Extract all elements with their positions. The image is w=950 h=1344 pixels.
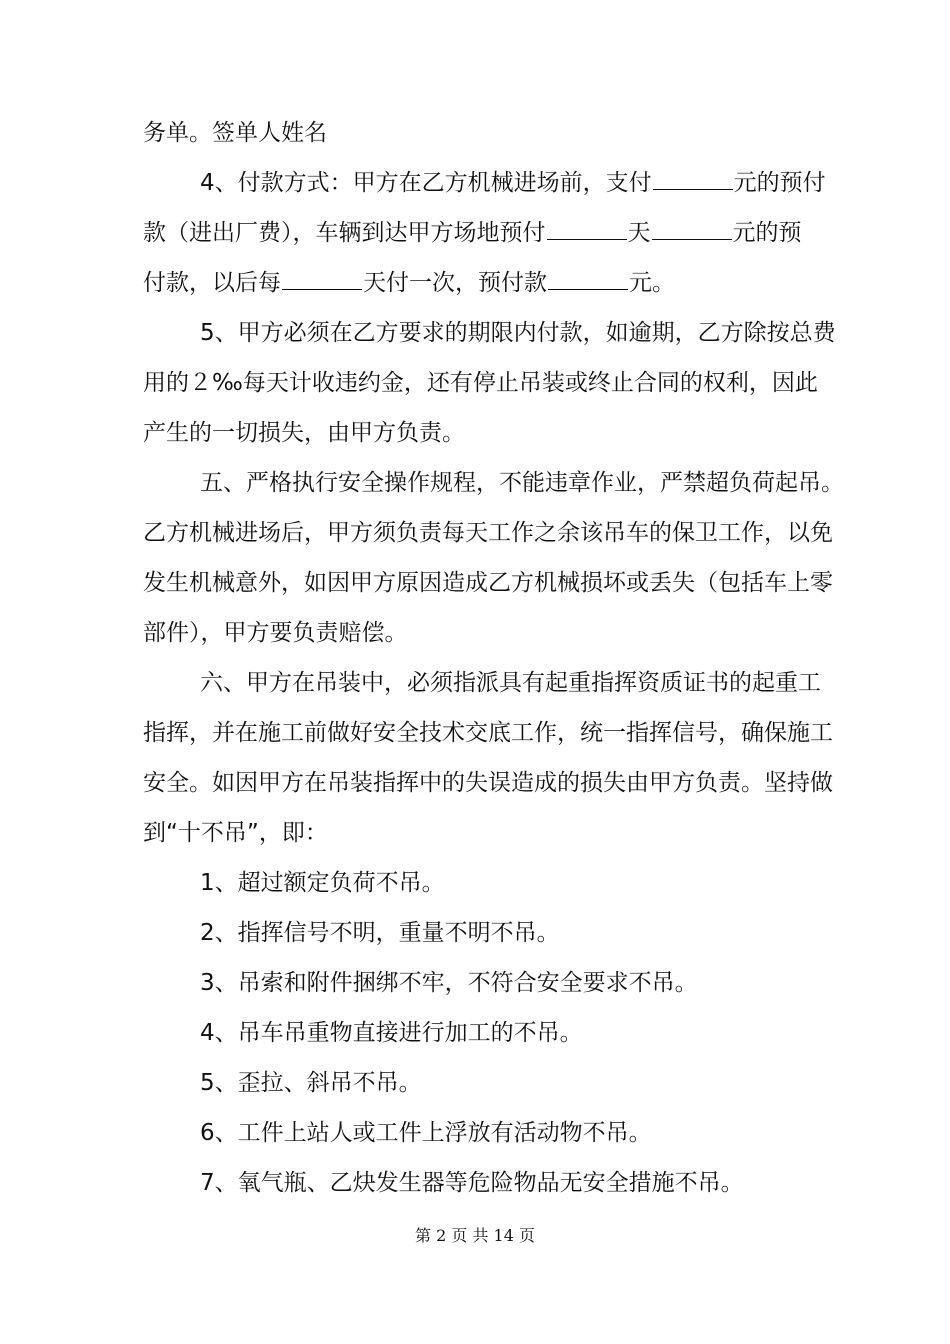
list-item [143,858,808,908]
text-segment: 元的预 [732,220,802,246]
text-segment: 五、严格执行安全操作规程，不能违章作业，严禁超负荷起吊。 [200,470,844,496]
payment-terms-line [143,208,808,258]
list-item [143,908,808,958]
blank-field [653,167,733,190]
text-segment: 款（进出厂费），车辆到达甲方场地预付 [143,220,546,246]
paragraph-line [143,608,808,658]
text-segment: 天付一次，预付款 [363,270,547,296]
page-number-footer: 第 2 页 共 14 页 [415,1226,535,1245]
blank-field [652,217,732,240]
text-segment: 5、甲方必须在乙方要求的期限内付款，如逾期，乙方除按总费 [200,320,836,346]
paragraph-line [143,308,836,358]
text-segment: 到“十不吊”，即： [143,820,328,846]
text-segment: 6、工件上站人或工件上浮放有活动物不吊。 [200,1120,652,1146]
blank-field [548,267,628,290]
text-segment: 安全。如因甲方在吊装指挥中的失误造成的损失由甲方负责。坚持做 [143,770,833,796]
paragraph-line [143,508,833,558]
paragraph-line [143,758,833,808]
paragraph-line [143,558,833,608]
paragraph-line [143,408,808,458]
section-heading-line [143,658,821,708]
text-segment: 4、付款方式：甲方在乙方机械进场前，支付 [200,170,652,196]
text-segment: 指挥，并在施工前做好安全技术交底工作，统一指挥信号，确保施工 [143,720,833,746]
list-item [143,1058,808,1108]
text-segment: 1、超过额定负荷不吊。 [200,870,445,896]
text-segment: 5、歪拉、斜吊不吊。 [200,1070,422,1096]
paragraph-line [143,358,818,408]
text-segment: 发生机械意外，如因甲方原因造成乙方机械损坏或丢失（包括车上零 [143,570,833,596]
section-heading-line [143,458,844,508]
text-segment: 六、甲方在吊装中，必须指派具有起重指挥资质证书的起重工 [200,670,821,696]
text-segment: 3、吊索和附件捆绑不牢，不符合安全要求不吊。 [200,970,698,996]
text-segment: 元的预付 [733,170,826,196]
payment-terms-line [143,258,808,308]
document-body [143,108,844,1208]
text-segment: 天 [627,220,651,246]
paragraph-line [143,708,833,758]
paragraph-line [143,808,808,858]
text-segment: 7、氧气瓶、乙炔发生器等危险物品无安全措施不吊。 [200,1170,744,1196]
blank-field [547,217,627,240]
list-item [143,1008,808,1058]
list-item [143,1158,808,1208]
text-segment: 产生的一切损失，由甲方负责。 [143,420,465,446]
list-item [143,1108,808,1158]
text-segment: 元。 [629,270,675,296]
text-segment: 部件），甲方要负责赔偿。 [143,620,408,646]
blank-field [282,267,362,290]
list-item [143,958,808,1008]
payment-terms-line [143,158,826,208]
text-segment: 2、指挥信号不明，重量不明不吊。 [200,920,560,946]
text-segment: 乙方机械进场后，甲方须负责每天工作之余该吊车的保卫工作，以免 [143,520,833,546]
text-segment: 用的２‰每天计收违约金，还有停止吊装或终止合同的权利，因此 [143,370,818,396]
text-segment: 付款，以后每 [143,270,281,296]
paragraph-line [143,108,808,158]
text-segment: 4、吊车吊重物直接进行加工的不吊。 [200,1020,583,1046]
text-segment: 务单。签单人姓名 [143,120,327,146]
